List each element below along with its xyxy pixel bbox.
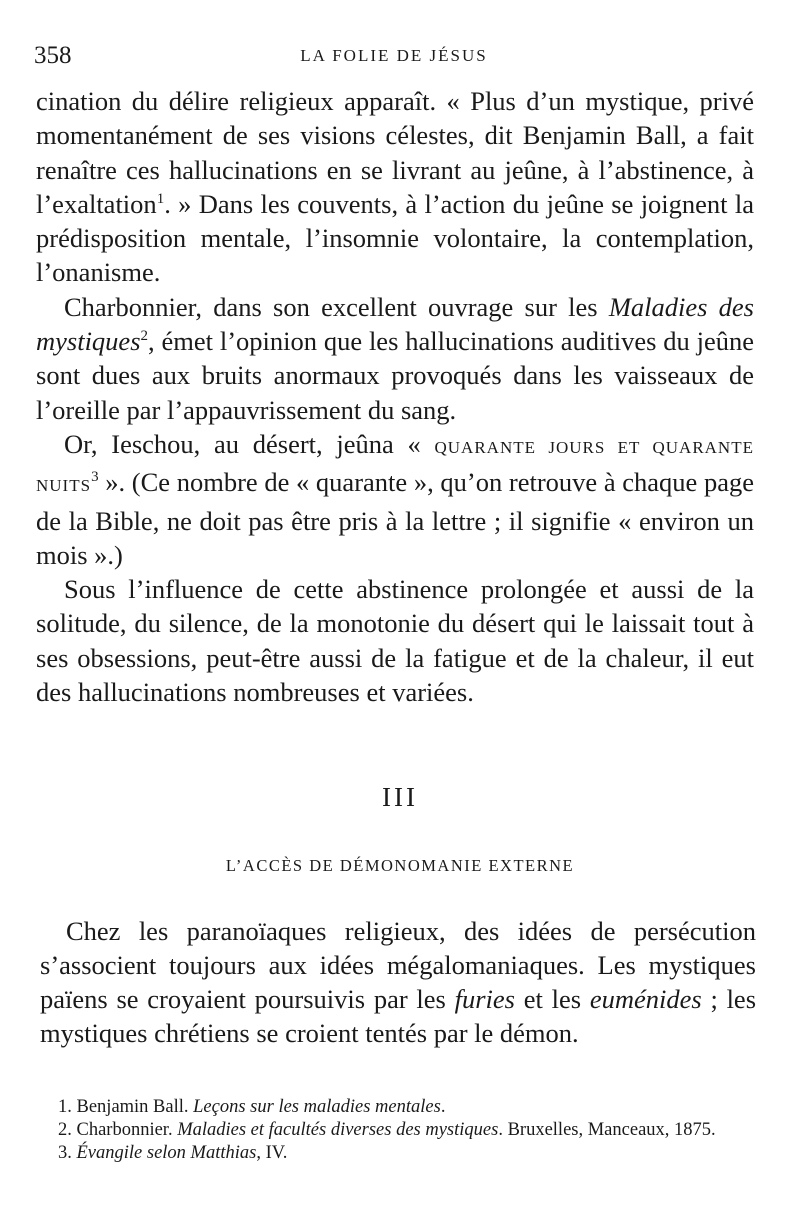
page-number: 358 [34,42,72,69]
paragraph-4: Sous l’influence de cette abstinence prolongée et aussi de la solitude, du silence, de la monotonie du désert qui le laissait tout à ses obsessions, peut-être aussi de la fatigue et de la chaleur, il eut des hallucinations nombreuses et variées. [36,574,754,708]
footnote-ref-1[interactable]: 1 [156,191,165,208]
paragraph-2: Charbonnier, dans son excellent ouvrage sur les Maladies des mystiques$^2$, émet l’opinion que les hallucinations auditives du jeûne sont dues aux bruits anormaux provoqués dans les vaisseaux de l’oreille par l’appauvrissement du sang. [36,291,754,425]
footnote-ref-2[interactable]: 2 [140,328,149,345]
paragraph-1: cination du délire religieux apparaît. « Plus d’un mystique, privé momentanément de ses visions célestes, dit Benjamin Ball, a fait renaître ces hallucinations en se livrant au jeûne, à l’abstinence, à l’exaltation$^1$. » Dans les couvents, à l’action du jeûne se joignent la prédisposition mentale, l’insomnie volontaire, la contemplation, l’onanisme. [36,86,754,288]
section-text [40,914,756,1050]
paragraph-3: Or, Ieschou, au désert, jeûna « QUARANTE JOURS ET QUARANTE NUITS$^3$ ». (Ce nombre de « quarante », qu’on retrouve à chaque page de la Bible, ne doit pas être pris à la lettre ; il signifie « environ un mois ».) [36,428,754,570]
footnotes [36,1096,758,1165]
main-text [36,84,754,709]
page-header [34,42,754,74]
section-title: L’ACCÈS DE DÉMONOMANIE EXTERNE [225,856,575,875]
book-title: Maladies des mystiques [36,291,754,357]
footnote-ref-3[interactable]: 3 [91,469,99,486]
section-paragraph-1: Chez les paranoïaques religieux, des idées de persécution s’associent toujours aux idées mégalomaniaques. Les mystiques païens se croyaient poursuivis par les furies et les euménides ; les mystiques chrétiens se croient tentés par le démon. [40,916,757,1048]
section-number: III [382,782,418,812]
footnote-3: 3. Évangile selon Matthias, IV. [58,1143,288,1163]
running-title: LA FOLIE DE JÉSUS [300,46,488,65]
footnote-2: 2. Charbonnier. Maladies et facultés diverses des mystiques. Bruxelles, Manceaux, 1875. [58,1120,716,1140]
footnote-1: 1. Benjamin Ball. Leçons sur les maladies mentales. [58,1097,446,1117]
small-caps-quote: QUARANTE JOURS ET QUARANTE NUITS [36,437,754,496]
